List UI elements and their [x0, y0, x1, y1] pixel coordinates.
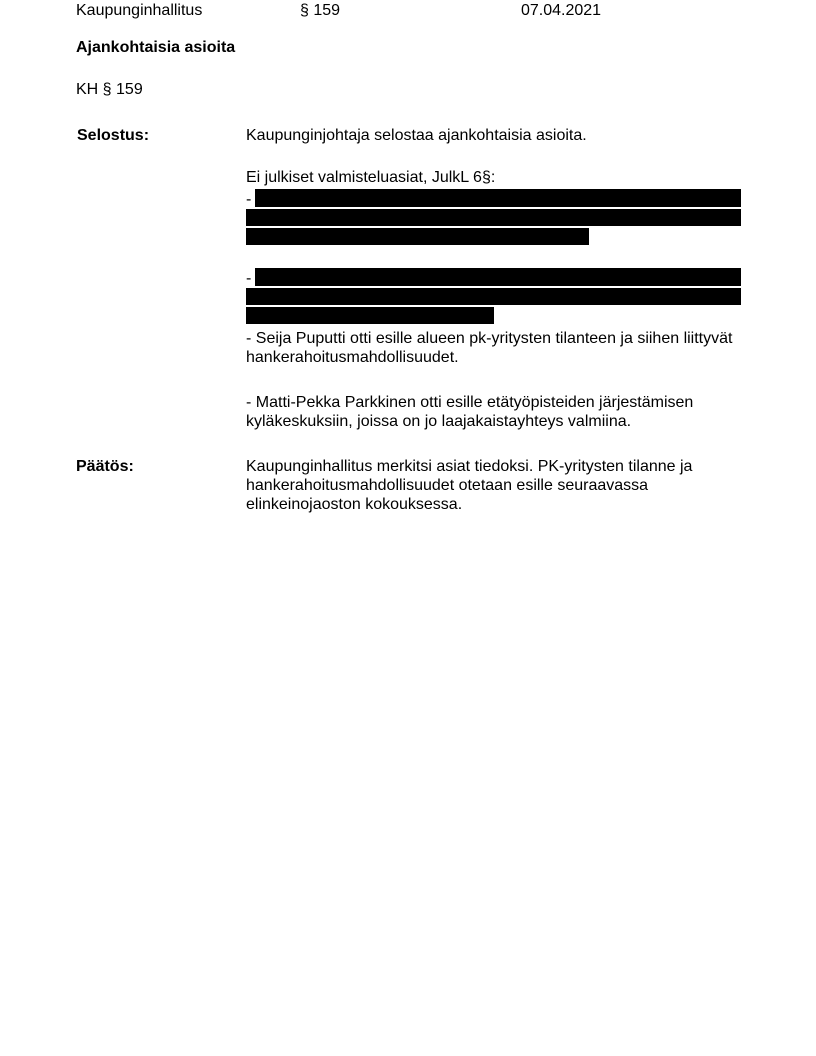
redaction-bar	[246, 209, 741, 226]
selostus-item-2	[246, 393, 746, 431]
document-title: Ajankohtaisia asioita	[76, 39, 236, 56]
selostus-item-1-line: hankerahoitusmahdollisuudet.	[246, 349, 459, 366]
selostus-item-2-line: kyläkeskuksiin, joissa on jo laajakaistayhteys valmiina.	[246, 413, 632, 430]
redaction-bar	[255, 189, 741, 207]
section-reference: KH § 159	[76, 81, 143, 98]
selostus-intro: Kaupunginjohtaja selostaa ajankohtaisia asioita.	[246, 127, 587, 144]
header-section: § 159	[300, 2, 341, 19]
redaction-bar	[246, 228, 589, 245]
paatos-line: elinkeinojaoston kokouksessa.	[246, 496, 463, 513]
paatos-label: Päätös:	[76, 458, 134, 475]
confidential-heading: Ei julkiset valmisteluasiat, JulkL 6§:	[246, 169, 496, 186]
selostus-item-2-line: - Matti-Pekka Parkkinen otti esille etätyöpisteiden järjestämisen	[246, 394, 694, 411]
redacted-dash-1: -	[246, 191, 252, 208]
selostus-item-1	[246, 329, 746, 367]
header-body: Kaupunginhallitus	[76, 2, 203, 19]
header-date: 07.04.2021	[521, 2, 602, 19]
paatos-line: Kaupunginhallitus merkitsi asiat tiedoksi. PK-yritysten tilanne ja	[246, 458, 693, 475]
selostus-item-1-line: - Seija Puputti otti esille alueen pk-yritysten tilanteen ja siihen liittyvät	[246, 330, 733, 347]
redaction-bar	[255, 268, 741, 286]
redaction-bar	[246, 307, 494, 324]
redaction-bar	[246, 288, 741, 305]
selostus-label: Selostus:	[77, 127, 150, 144]
paatos-text	[246, 457, 746, 514]
paatos-line: hankerahoitusmahdollisuudet otetaan esille seuraavassa	[246, 477, 649, 494]
redacted-dash-2: -	[246, 270, 252, 287]
